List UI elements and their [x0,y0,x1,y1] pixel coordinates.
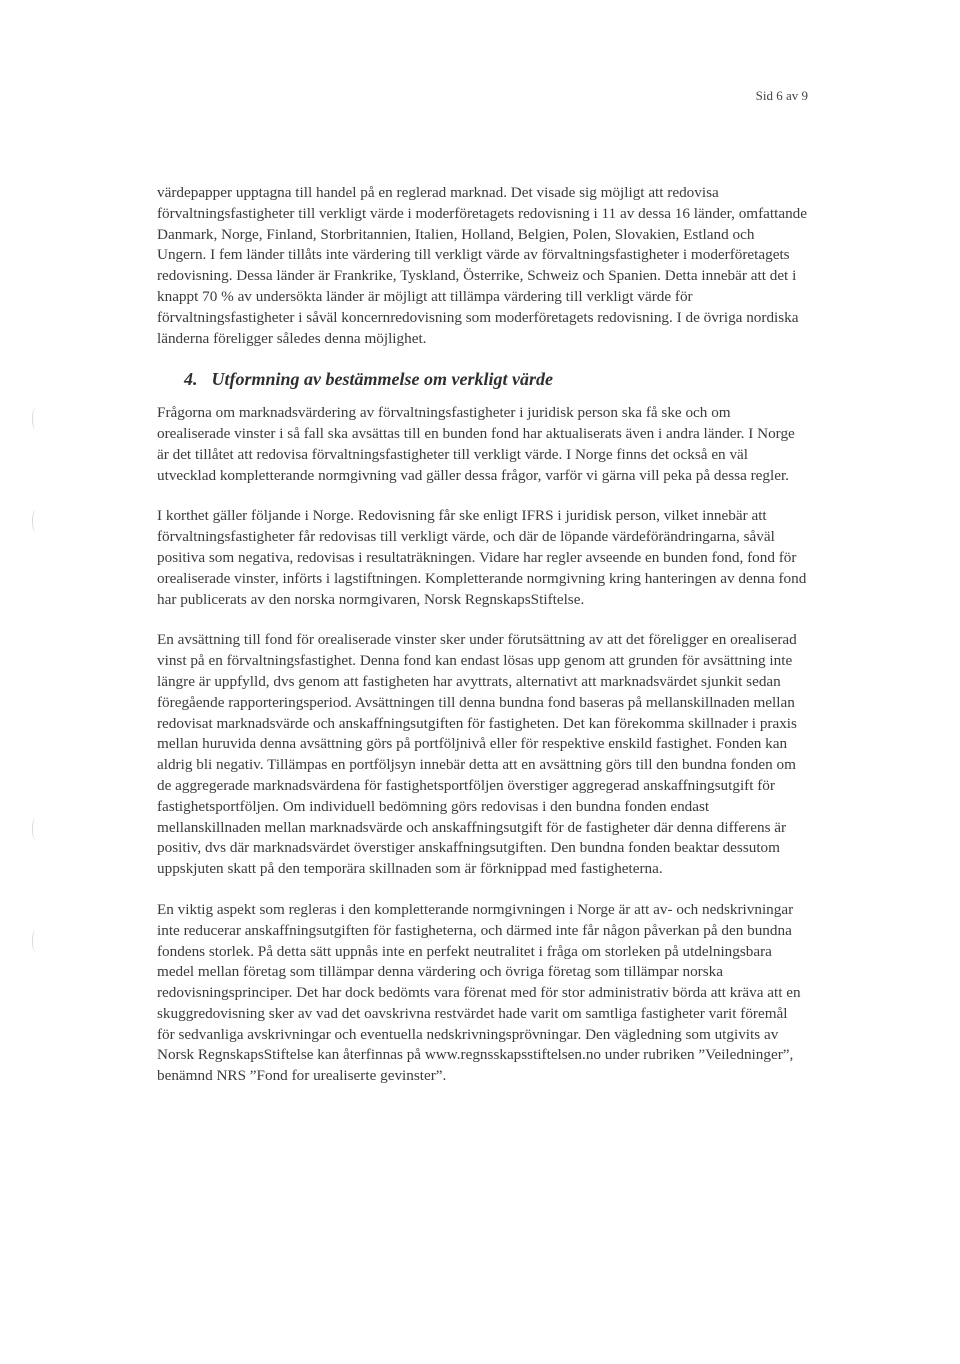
paragraph-intro-continuation: värdepapper upptagna till handel på en reglerad marknad. Det visade sig möjligt att redovisa förvaltningsfastigheter till verkligt värde i moderföretagets redovisning i 11 av dessa 16 länder, omfattande Danmark, Norge, Finland, Storbritannien, Italien, Holland, Belgien, Polen, Slovakien, Estland och Ungern. I fem länder tillåts inte värdering till verkligt värde av förvaltningsfastigheter i moderföretagets redovisning. Dessa länder är Frankrike, Tyskland, Österrike, Schweiz och Spanien. Detta innebär att det i knappt 70 % av undersökta länder är möjligt att tillämpa värdering till verkligt värde för förvaltningsfastigheter i såväl koncernredovisning som moderföretagets redovisning. I de övriga nordiska länderna föreligger således denna möjlighet. [157,184,808,347]
scan-artifact [32,408,39,430]
paragraph-market-valuation: Frågorna om marknadsvärdering av förvaltningsfastigheter i juridisk person ska få ske och om orealiserade vinster i så fall ska avsättas till en bunden fond har aktualiserats även i andra länder. I Norge är det tillåtet att redovisa förvaltningsfastigheter till verkligt värde. I Norge finns det också en väl utvecklad kompletterande normgivning vad gäller dessa frågor, varför vi gärna vill peka på dessa regler. [157,404,795,484]
page-number: Sid 6 av 9 [755,88,808,103]
section-title: Utformning av bestämmelse om verkligt värde [211,369,553,390]
paragraph-norway-summary: I korthet gäller följande i Norge. Redovisning får ske enligt IFRS i juridisk person, vilket innebär att förvaltningsfastigheter får redovisas till verkligt värde, och där de löpande värdeförändringarna, såväl positiva som negativa, redovisas i resultaträkningen. Vidare har regler avseende en bunden fond, fond för orealiserade vinster, införts i lagstiftningen. Kompletterande normgivning kring hanteringen av denna fond har publicerats av den norska normgivaren, Norsk RegnskapsStiftelse. [157,507,807,608]
paragraph-depreciation-aspect: En viktig aspekt som regleras i den kompletterande normgivningen i Norge är att av- och nedskrivningar inte reducerar anskaffningsutgiften för fastigheterna, och därmed inte får någon påverkan på den bundna fondens storlek. På detta sätt uppnås inte en perfekt neutralitet i fråga om storleken på utdelningsbara medel mellan företag som tillämpar denna värdering och övriga företag som tillämpar norska redovisningsprinciper. Det har dock bedömts vara förenat med för stor administrativ börda att kräva att en skuggredovisning sker av vad det oavskrivna restvärdet hade varit om samtliga fastigheter varit föremål för sedvanliga avskrivningar och eventuella nedskrivningsprövningar. Den vägledning som utgivits av Norsk RegnskapsStiftelse kan återfinnas på www.regnsskapsstiftelsen.no under rubriken ”Veiledninger”, benämnd NRS ”Fond for urealiserte gevinster”. [157,900,801,1085]
section-heading [184,369,807,390]
scan-artifact [32,818,39,840]
scan-artifact [32,930,39,952]
section-number: 4. [184,369,198,390]
document-body [157,183,807,1087]
scan-artifact [32,510,39,532]
paragraph-unrealized-fund: En avsättning till fond för orealiserade vinster sker under förutsättning av att det föreligger en orealiserad vinst på en förvaltningsfastighet. Denna fond kan endast lösas upp genom att grunden för avsättning inte längre är uppfylld, dvs genom att fastigheten har avyttrats, alternativt att marknadsvärdet sjunkit sedan föregående rapporteringsperiod. Avsättningen till denna bundna fond baseras på mellanskillnaden mellan redovisat marknadsvärde och anskaffningsutgiften för fastigheten. Det kan förekomma skillnader i praxis mellan huruvida denna avsättning görs på portföljnivå eller för respektive enskild fastighet. Fonden kan aldrig bli negativ. Tillämpas en portföljsyn innebär detta att en avsättning görs till den bundna fonden om de aggregerade marknadsvärdena för fastighetsportföljen överstiger aggregerad anskaffningsutgift för fastighetsportföljen. Om individuell bedömning görs redovisas i den bundna fonden endast mellanskillnaden mellan marknadsvärde och anskaffningsutgift för de fastigheter där denna differens är positiv, dvs där marknadsvärdet överstiger anskaffningsutgiften. Den bundna fonden beaktar dessutom uppskjuten skatt på den temporära skillnaden som är förknippad med fastigheterna. [157,631,797,878]
